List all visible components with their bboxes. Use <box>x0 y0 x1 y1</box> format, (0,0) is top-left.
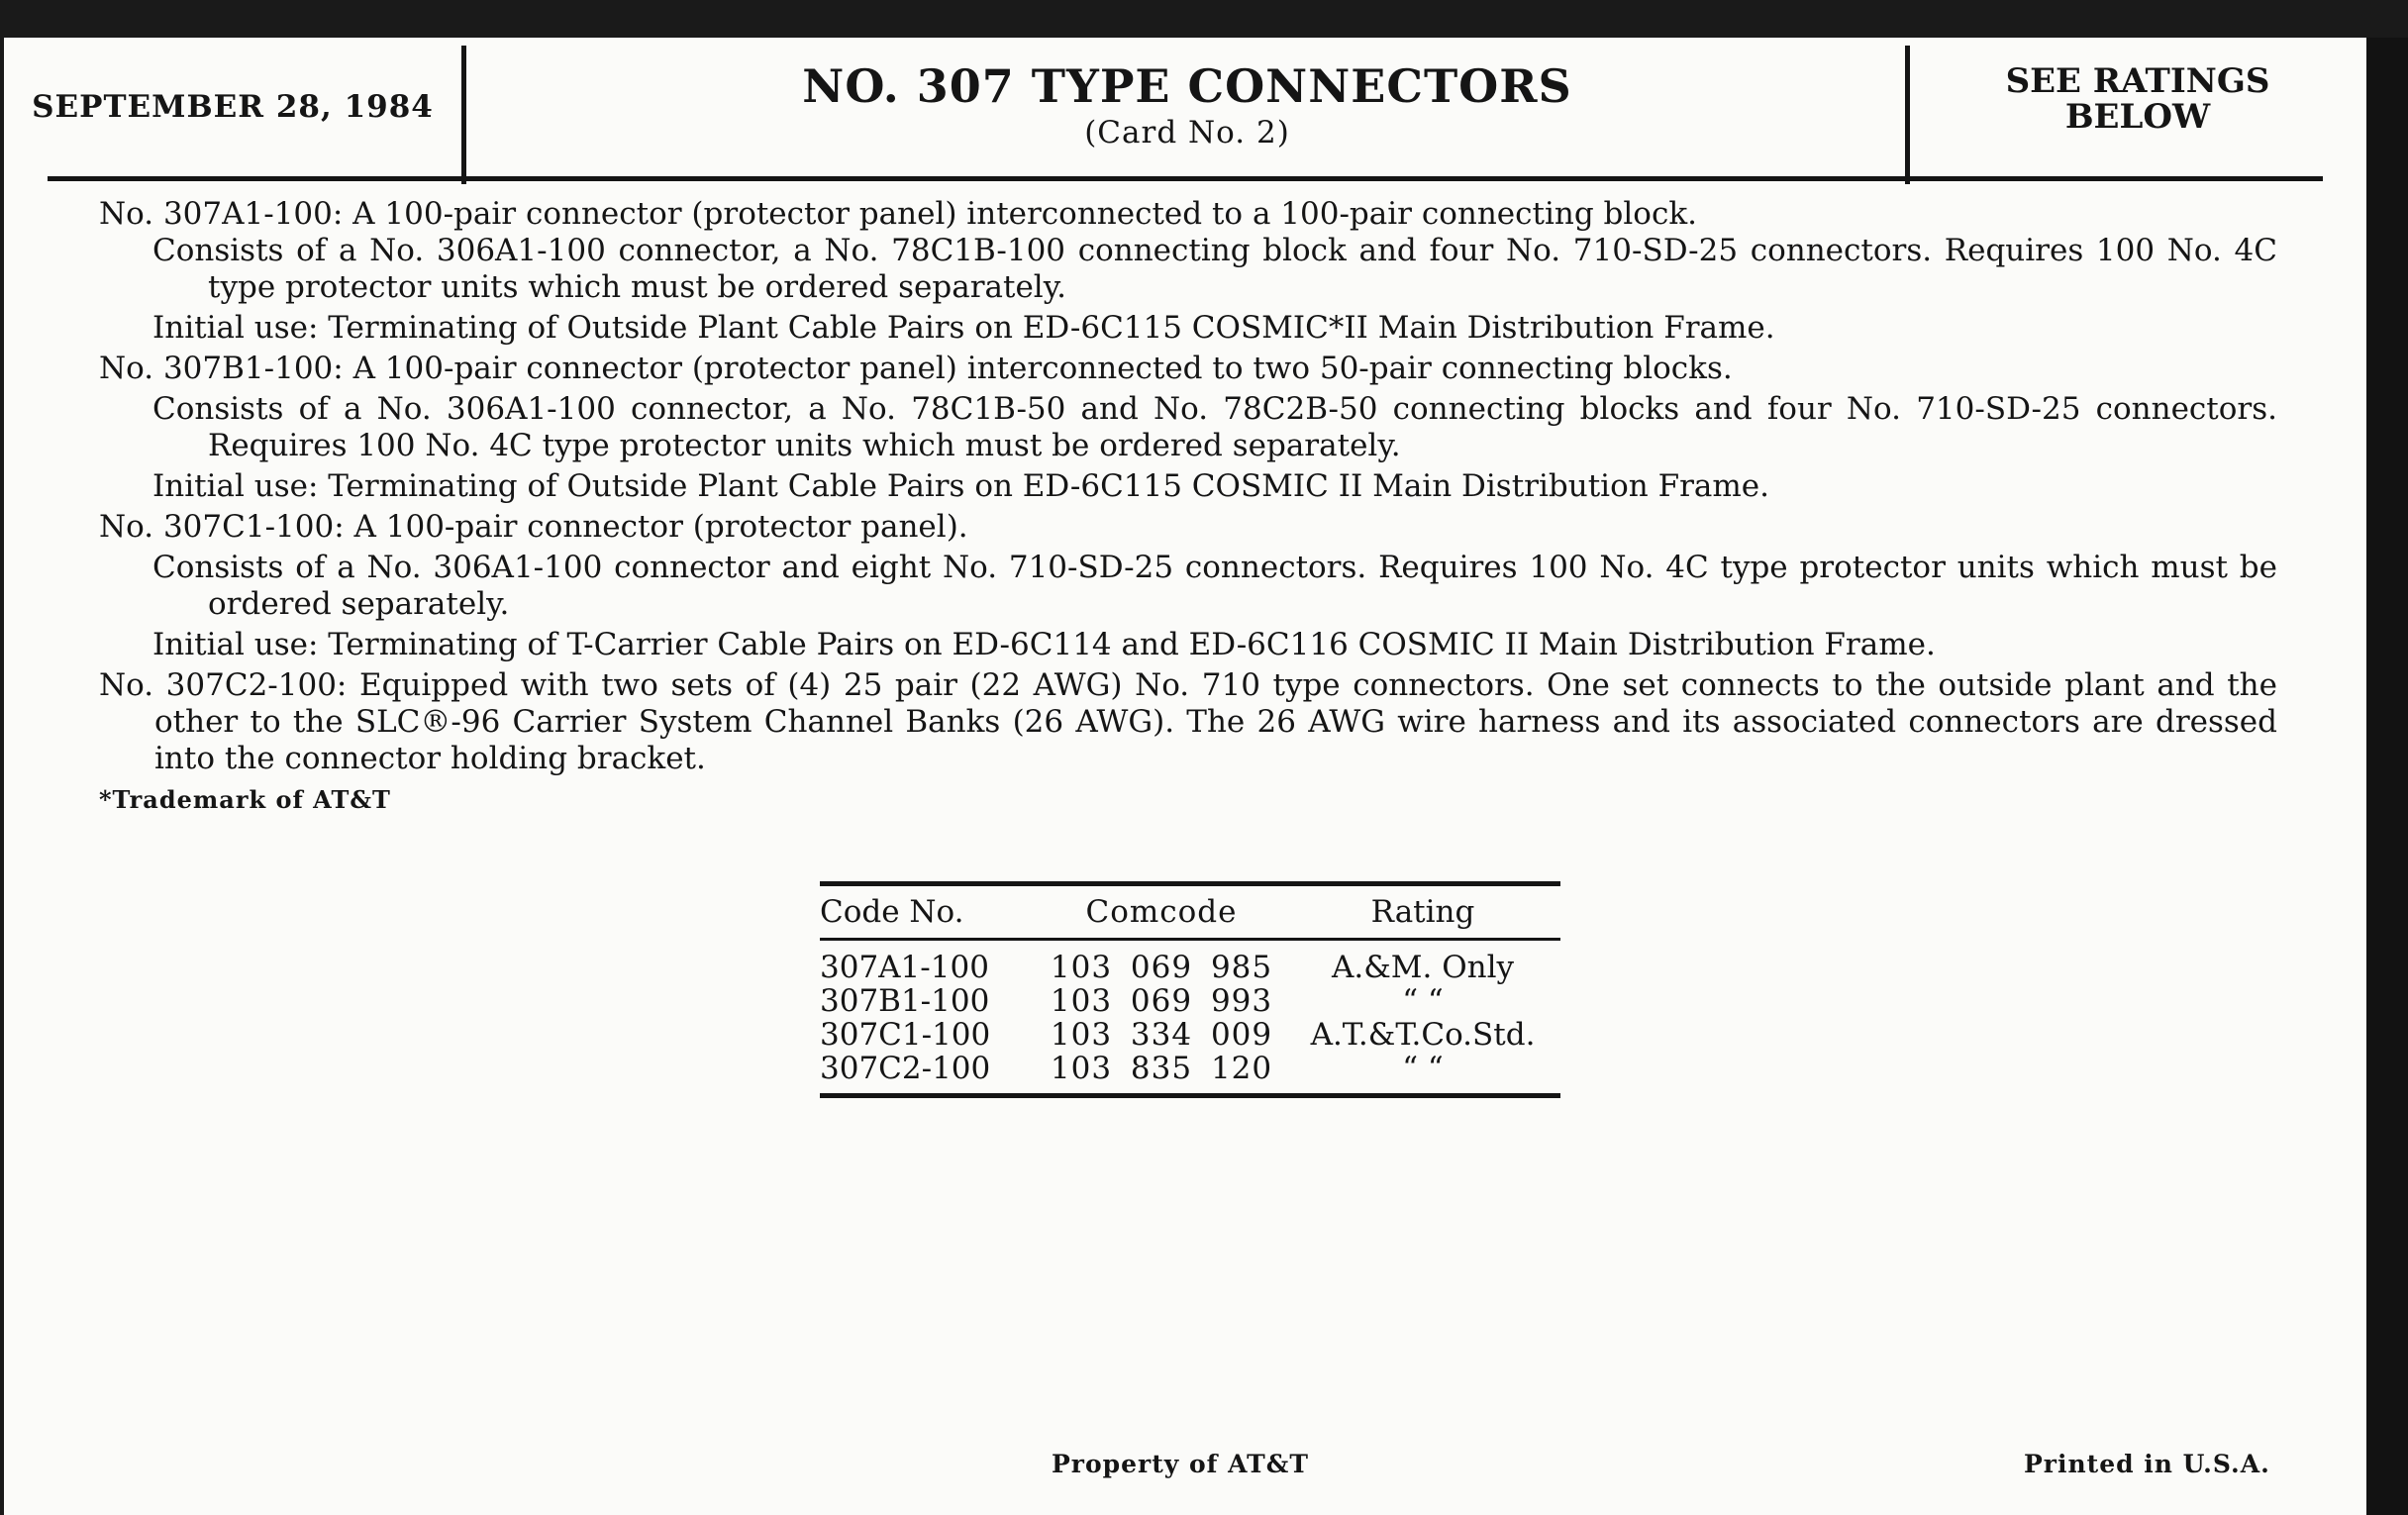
entry-consists: Consists of a No. 306A1-100 connector, a No. 78C1B-50 and No. 78C2B-50 connecting blocks and four No. 710-SD-25 connectors. Requires 100 No. 4C type protector units which must be ordered separately. <box>152 391 2277 463</box>
table-row <box>820 1052 1560 1096</box>
cell-code: 307B1-100 <box>820 983 990 1019</box>
card-title-block <box>469 38 1905 176</box>
table-row <box>820 984 1560 1018</box>
rating-note-line2: BELOW <box>2064 97 2211 137</box>
header-rating: Rating <box>1285 884 1560 940</box>
footer-printed: Printed in U.S.A. <box>2024 1450 2270 1478</box>
cell-comcode: 103 835 120 <box>1038 1052 1285 1096</box>
rating-note-line1: SEE RATINGS <box>2005 61 2270 101</box>
cell-code: 307C1-100 <box>820 1017 991 1053</box>
entry-lead: No. 307B1-100: A 100-pair connector (protector panel) interconnected to two 50-pair connecting blocks. <box>99 351 1733 386</box>
entry-consists: Consists of a No. 306A1-100 connector, a No. 78C1B-100 connecting block and four No. 710-SD-25 connectors. Requires 100 No. 4C type protector units which must be ordered separately. <box>152 233 2277 305</box>
cell-rating: “ “ <box>1285 1052 1560 1096</box>
header-comcode: Comcode <box>1038 884 1285 940</box>
entry-lead: No. 307C2-100: Equipped with two sets of (4) 25 pair (22 AWG) No. 710 type connectors. One set connects to the outside plant and the other to the SLC®-96 Carrier System Channel Banks (26 AWG). The 26 AWG wire harness and its associated connectors are dressed into the connector holding bracket. <box>99 667 2277 776</box>
reference-card <box>4 38 2366 1515</box>
header-divider-right <box>1905 46 1910 184</box>
footer-property: Property of AT&T <box>1052 1450 1309 1478</box>
card-date: SEPTEMBER 28, 1984 <box>32 89 434 125</box>
entry-consists: Consists of a No. 306A1-100 connector and eight No. 710-SD-25 connectors. Requires 100 No. 4C type protector units which must be ordered separately. <box>152 550 2277 622</box>
cell-comcode: 103 334 009 <box>1050 1017 1273 1053</box>
table-header-row <box>820 884 1560 940</box>
card-subtitle: (Card No. 2) <box>1084 115 1290 151</box>
cell-code: 307A1-100 <box>820 950 989 985</box>
ratings-table <box>820 881 1560 1098</box>
entry-lead: No. 307A1-100: A 100-pair connector (protector panel) interconnected to a 100-pair connecting block. <box>99 196 1697 232</box>
entry-initial-use: Initial use: Terminating of Outside Plant Cable Pairs on ED-6C115 COSMIC*II Main Distribution Frame. <box>152 310 1775 346</box>
entry-initial-use: Initial use: Terminating of T-Carrier Cable Pairs on ED-6C114 and ED-6C116 COSMIC II Main Distribution Frame. <box>152 627 1936 662</box>
card-title: NO. 307 TYPE CONNECTORS <box>802 59 1572 113</box>
cell-code: 307C2-100 <box>820 1052 1038 1096</box>
scan-edge <box>2366 38 2408 1515</box>
header-code-no: Code No. <box>820 884 1038 940</box>
header-rule <box>48 176 2323 181</box>
table-row <box>820 940 1560 985</box>
cell-rating: “ “ <box>1402 983 1444 1019</box>
table-row <box>820 1018 1560 1052</box>
entry-initial-use: Initial use: Terminating of Outside Plant Cable Pairs on ED-6C115 COSMIC II Main Distribution Frame. <box>152 468 1769 504</box>
entry-lead: No. 307C1-100: A 100-pair connector (protector panel). <box>99 509 968 545</box>
header-divider-left <box>461 46 466 184</box>
cell-rating: A.&M. Only <box>1331 950 1515 985</box>
cell-comcode: 103 069 993 <box>1050 983 1273 1019</box>
cell-rating: A.T.&T.Co.Std. <box>1310 1017 1536 1053</box>
cell-comcode: 103 069 985 <box>1050 950 1273 985</box>
trademark-note: *Trademark of AT&T <box>99 785 391 814</box>
card-body <box>99 196 2277 818</box>
